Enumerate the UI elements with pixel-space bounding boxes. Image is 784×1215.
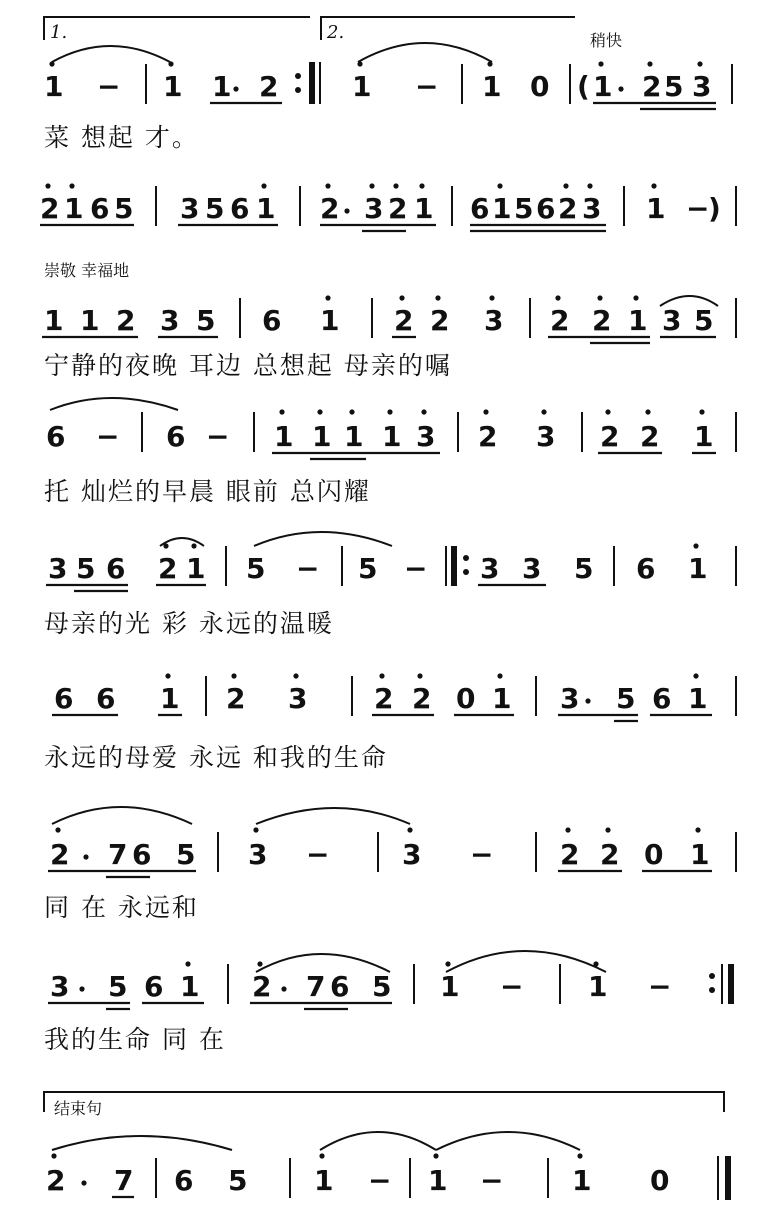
svg-text:1: 1 xyxy=(352,70,372,103)
svg-text:5: 5 xyxy=(358,552,378,585)
svg-text:2: 2 xyxy=(600,420,620,453)
svg-text:1: 1 xyxy=(44,70,64,103)
svg-text:5: 5 xyxy=(514,192,534,225)
svg-text:): ) xyxy=(708,192,721,225)
svg-text:−: − xyxy=(470,838,494,871)
svg-text:2: 2 xyxy=(40,192,60,225)
svg-text:3: 3 xyxy=(416,420,436,453)
svg-text:6: 6 xyxy=(106,552,126,585)
lyrics-row-7: 同 在 永远和 xyxy=(44,893,199,922)
svg-text:6: 6 xyxy=(636,552,656,585)
svg-text:3: 3 xyxy=(662,304,682,337)
score-row-5 xyxy=(44,532,736,638)
svg-text:2: 2 xyxy=(388,192,408,225)
svg-text:2: 2 xyxy=(320,192,340,225)
svg-text:6: 6 xyxy=(96,682,116,715)
svg-text:3: 3 xyxy=(48,552,68,585)
score-row-3 xyxy=(42,261,736,380)
svg-text:2: 2 xyxy=(412,682,432,715)
svg-text:3: 3 xyxy=(160,304,180,337)
lyrics-row-1: 菜 想起 才。 xyxy=(44,123,199,152)
svg-text:2: 2 xyxy=(558,192,578,225)
lyrics-row-3: 宁静的夜晚 耳边 总想起 母亲的嘱 xyxy=(44,351,452,380)
svg-text:3: 3 xyxy=(582,192,602,225)
svg-text:5: 5 xyxy=(228,1164,248,1197)
svg-text:1: 1 xyxy=(572,1164,592,1197)
svg-text:1: 1 xyxy=(256,192,276,225)
svg-text:5: 5 xyxy=(372,970,392,1003)
svg-text:5: 5 xyxy=(108,970,128,1003)
svg-text:0: 0 xyxy=(644,838,664,871)
svg-text:2: 2 xyxy=(592,304,612,337)
svg-text:1: 1 xyxy=(160,682,180,715)
tie-slur xyxy=(436,1132,580,1150)
tie-slur xyxy=(52,1136,232,1150)
svg-text:1: 1 xyxy=(492,192,512,225)
svg-text:2: 2 xyxy=(478,420,498,453)
svg-text:−: − xyxy=(296,552,320,585)
svg-text:2: 2 xyxy=(46,1164,66,1197)
svg-text:2: 2 xyxy=(116,304,136,337)
svg-text:2: 2 xyxy=(600,838,620,871)
svg-text:2: 2 xyxy=(158,552,178,585)
svg-text:1: 1 xyxy=(414,192,434,225)
svg-text:3: 3 xyxy=(522,552,542,585)
score-row-2 xyxy=(40,183,736,231)
score-row-9 xyxy=(44,1092,728,1200)
svg-text:6: 6 xyxy=(46,420,66,453)
svg-text:1: 1 xyxy=(163,70,183,103)
tie-slur xyxy=(50,398,178,410)
svg-text:1: 1 xyxy=(312,420,332,453)
svg-text:3: 3 xyxy=(50,970,70,1003)
svg-text:−: − xyxy=(404,552,428,585)
svg-text:5: 5 xyxy=(196,304,216,337)
svg-text:1: 1 xyxy=(44,304,64,337)
svg-text:6: 6 xyxy=(166,420,186,453)
svg-text:1: 1 xyxy=(688,682,708,715)
svg-text:−: − xyxy=(368,1164,392,1197)
svg-text:3: 3 xyxy=(560,682,580,715)
svg-text:7: 7 xyxy=(114,1164,134,1197)
svg-text:2: 2 xyxy=(50,838,70,871)
svg-text:1: 1 xyxy=(492,682,512,715)
svg-text:5: 5 xyxy=(205,192,225,225)
svg-text:1: 1 xyxy=(428,1164,448,1197)
svg-text:2: 2 xyxy=(560,838,580,871)
svg-text:1: 1 xyxy=(440,970,460,1003)
svg-text:1: 1 xyxy=(690,838,710,871)
notes-row-1 xyxy=(44,61,732,109)
svg-text:−: − xyxy=(686,192,710,225)
svg-text:3: 3 xyxy=(484,304,504,337)
score-row-8 xyxy=(44,951,731,1054)
svg-text:−: − xyxy=(480,1164,504,1197)
svg-text:5: 5 xyxy=(114,192,134,225)
svg-text:1: 1 xyxy=(180,970,200,1003)
svg-text:6: 6 xyxy=(536,192,556,225)
svg-text:2: 2 xyxy=(374,682,394,715)
svg-text:1: 1 xyxy=(694,420,714,453)
svg-text:6: 6 xyxy=(262,304,282,337)
svg-text:2: 2 xyxy=(640,420,660,453)
svg-text:6: 6 xyxy=(652,682,672,715)
volta-1-bracket xyxy=(44,17,310,43)
svg-text:−: − xyxy=(306,838,330,871)
svg-text:−: − xyxy=(96,420,120,453)
svg-text:6: 6 xyxy=(144,970,164,1003)
svg-text:6: 6 xyxy=(330,970,350,1003)
svg-text:2: 2 xyxy=(394,304,414,337)
svg-text:2: 2 xyxy=(430,304,450,337)
svg-text:(: ( xyxy=(577,70,590,103)
svg-text:2: 2 xyxy=(252,970,272,1003)
lyrics-row-4: 托 灿烂的早晨 眼前 总闪耀 xyxy=(44,477,371,506)
tie-slur xyxy=(446,951,606,972)
svg-text:5: 5 xyxy=(176,838,196,871)
svg-text:0: 0 xyxy=(530,70,550,103)
svg-text:5: 5 xyxy=(664,70,684,103)
tempo-marking: 稍快 xyxy=(590,31,623,50)
tie-slur xyxy=(254,532,392,546)
svg-text:6: 6 xyxy=(230,192,250,225)
ending-label: 结束句 xyxy=(54,1099,103,1118)
svg-text:−: − xyxy=(500,970,524,1003)
svg-text:1: 1 xyxy=(628,304,648,337)
tie-slur xyxy=(358,43,492,62)
svg-text:2: 2 xyxy=(550,304,570,337)
score-row-1 xyxy=(44,17,732,152)
svg-text:5: 5 xyxy=(574,552,594,585)
volta-2-bracket xyxy=(321,17,575,43)
svg-text:1: 1 xyxy=(186,552,206,585)
svg-text:3: 3 xyxy=(692,70,712,103)
svg-text:1: 1 xyxy=(80,304,100,337)
svg-text:1: 1 xyxy=(688,552,708,585)
svg-text:1: 1 xyxy=(344,420,364,453)
lyrics-row-6: 永远的母爱 永远 和我的生命 xyxy=(44,743,388,772)
score-row-7 xyxy=(44,807,736,922)
svg-text:−: − xyxy=(415,70,439,103)
lyrics-row-8: 我的生命 同 在 xyxy=(44,1025,226,1054)
svg-text:7: 7 xyxy=(108,838,128,871)
svg-text:5: 5 xyxy=(246,552,266,585)
score-row-6 xyxy=(44,673,736,772)
svg-text:3: 3 xyxy=(288,682,308,715)
volta-1-label: 1. xyxy=(50,22,68,43)
svg-text:3: 3 xyxy=(364,192,384,225)
svg-text:3: 3 xyxy=(402,838,422,871)
svg-text:1: 1 xyxy=(588,970,608,1003)
tie-slur xyxy=(52,46,170,62)
svg-text:5: 5 xyxy=(76,552,96,585)
svg-text:1: 1 xyxy=(314,1164,334,1197)
svg-text:6: 6 xyxy=(174,1164,194,1197)
svg-text:1: 1 xyxy=(64,192,84,225)
volta-2-label: 2. xyxy=(327,22,345,43)
svg-text:0: 0 xyxy=(456,682,476,715)
svg-text:2: 2 xyxy=(226,682,246,715)
svg-text:6: 6 xyxy=(90,192,110,225)
svg-text:7: 7 xyxy=(306,970,326,1003)
svg-text:6: 6 xyxy=(132,838,152,871)
svg-text:6: 6 xyxy=(54,682,74,715)
svg-text:1: 1 xyxy=(274,420,294,453)
svg-text:3: 3 xyxy=(536,420,556,453)
svg-text:1: 1 xyxy=(646,192,666,225)
svg-text:5: 5 xyxy=(616,682,636,715)
expression-marking: 崇敬 幸福地 xyxy=(44,261,130,280)
svg-text:−: − xyxy=(97,70,121,103)
svg-text:3: 3 xyxy=(480,552,500,585)
tie-slur xyxy=(256,808,410,824)
svg-text:3: 3 xyxy=(248,838,268,871)
svg-text:5: 5 xyxy=(694,304,714,337)
svg-text:−: − xyxy=(648,970,672,1003)
svg-text:1: 1 xyxy=(382,420,402,453)
tie-slur xyxy=(52,807,192,824)
tie-slur xyxy=(320,1132,436,1150)
svg-text:1: 1 xyxy=(320,304,340,337)
svg-text:1: 1 xyxy=(593,70,613,103)
score-row-4 xyxy=(44,398,736,506)
svg-text:1: 1 xyxy=(212,70,232,103)
lyrics-row-5: 母亲的光 彩 永远的温暖 xyxy=(44,609,334,638)
svg-text:2: 2 xyxy=(259,70,279,103)
svg-text:0: 0 xyxy=(650,1164,670,1197)
svg-text:3: 3 xyxy=(180,192,200,225)
svg-text:6: 6 xyxy=(470,192,490,225)
ending-bracket xyxy=(44,1092,724,1118)
svg-text:2: 2 xyxy=(642,70,662,103)
svg-text:1: 1 xyxy=(482,70,502,103)
svg-text:−: − xyxy=(206,420,230,453)
